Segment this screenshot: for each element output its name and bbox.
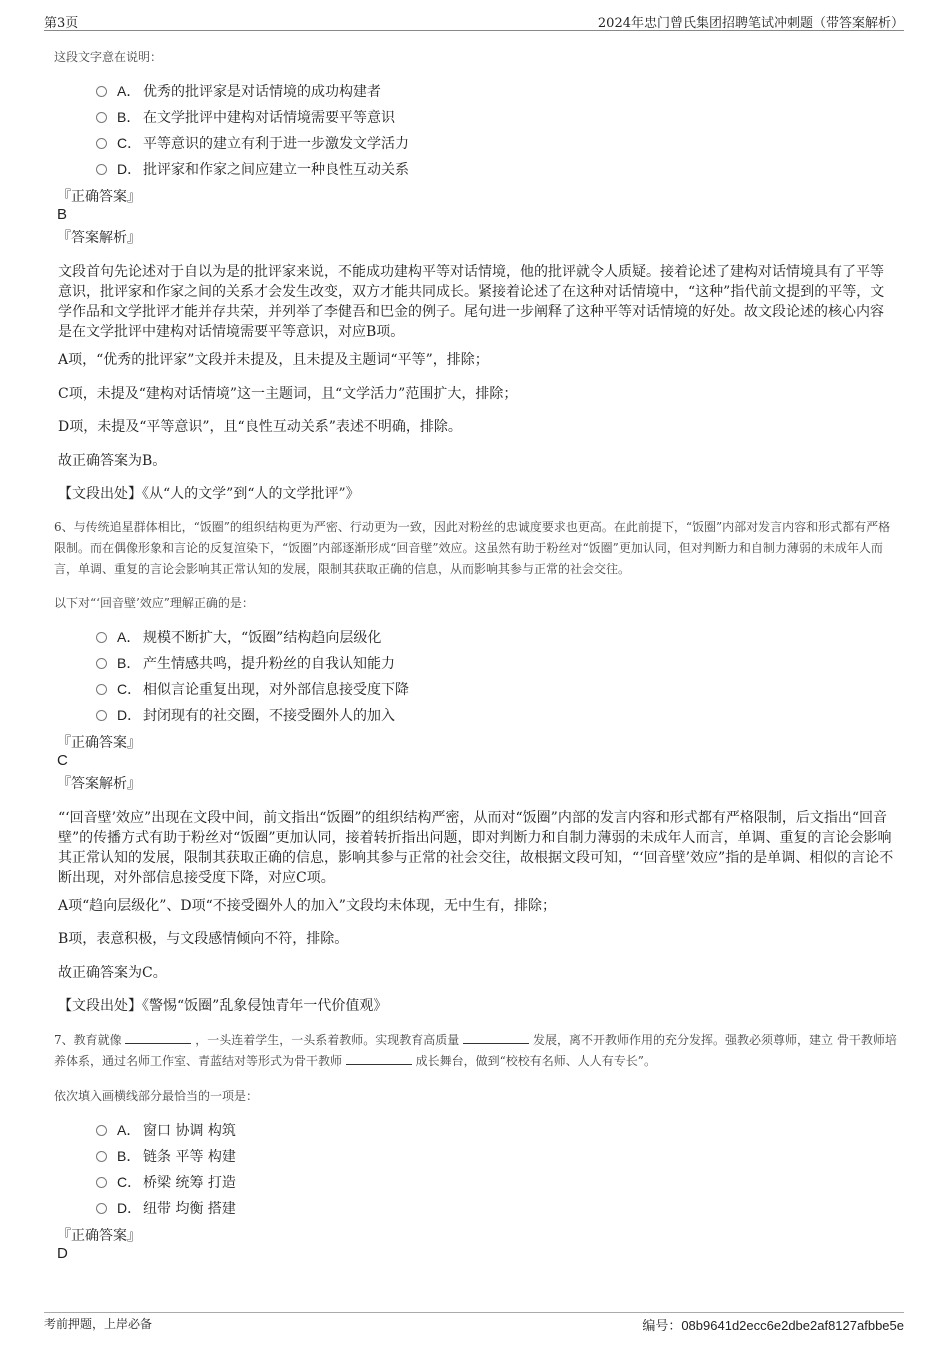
q5-option-b[interactable]: B． 在文学批评中建构对话情境需要平等意识 bbox=[96, 106, 395, 128]
q5-option-c[interactable]: C． 平等意识的建立有利于进一步激发文学活力 bbox=[96, 132, 409, 154]
q7-option-a[interactable]: A． 窗口 协调 构筑 bbox=[96, 1119, 236, 1141]
q7-answer-label: 『正确答案』 bbox=[57, 1228, 141, 1244]
page-number: 第3页 bbox=[44, 16, 79, 31]
fill-blank-1 bbox=[125, 1031, 191, 1044]
radio-icon[interactable] bbox=[96, 658, 107, 669]
q5-option-d[interactable]: D． 批评家和作家之间应建立一种良性互动关系 bbox=[96, 158, 409, 180]
q7-option-b[interactable]: B． 链条 平等 构建 bbox=[96, 1145, 236, 1167]
q6-note-ad: A项“趋向层级化”、D项“不接受圈外人的加入”文段均未体现，无中生有，排除； bbox=[58, 898, 556, 914]
q6-stem: 6、与传统追星群体相比，“饭圈”的组织结构更为严密、行动更为一致，因此对粉丝的忠诚度要求也更高。在此前提下，“饭圈”内部对发言内容和形式都有严格限制。而在偶像形象和言论的反复渲染下，“饭圈”内部逐渐形成“回音壁”效应。这虽然有助于粉丝对“饭圈”更加认同，但对判断力和自制力薄弱的未成年人而言，单调、重复的言论会影响其正常认知的发展，限制其获取正确的信息，从而影响其参与正常的社会交往。 bbox=[54, 520, 891, 576]
q7-question: 依次填入画横线部分最恰当的一项是： bbox=[54, 1089, 259, 1103]
q5-source: 【文段出处】《从“人的文学”到“人的文学批评”》 bbox=[58, 486, 360, 502]
radio-icon[interactable] bbox=[96, 1151, 107, 1162]
q7-option-d[interactable]: D． 纽带 均衡 搭建 bbox=[96, 1197, 236, 1219]
q6-option-b[interactable]: B． 产生情感共鸣，提升粉丝的自我认知能力 bbox=[96, 652, 395, 674]
q6-answer: C bbox=[57, 752, 68, 769]
q5-stem-tail: 这段文字意在说明： bbox=[54, 50, 163, 64]
q6-answer-label: 『正确答案』 bbox=[57, 735, 141, 751]
q7-answer: D bbox=[57, 1245, 68, 1262]
radio-icon[interactable] bbox=[96, 164, 107, 175]
radio-icon[interactable] bbox=[96, 684, 107, 695]
q5-analysis-label: 『答案解析』 bbox=[57, 230, 141, 246]
q7-option-c[interactable]: C． 桥梁 统筹 打造 bbox=[96, 1171, 236, 1193]
radio-icon[interactable] bbox=[96, 632, 107, 643]
radio-icon[interactable] bbox=[96, 1203, 107, 1214]
radio-icon[interactable] bbox=[96, 710, 107, 721]
radio-icon[interactable] bbox=[96, 1177, 107, 1188]
q6-option-d[interactable]: D． 封闭现有的社交圈，不接受圈外人的加入 bbox=[96, 704, 395, 726]
q6-option-c[interactable]: C． 相似言论重复出现，对外部信息接受度下降 bbox=[96, 678, 409, 700]
page-header bbox=[44, 10, 904, 31]
q5-note-a: A项，“优秀的批评家”文段并未提及，且未提及主题词“平等”，排除； bbox=[58, 352, 489, 368]
q5-conclusion: 故正确答案为B。 bbox=[58, 453, 167, 469]
q5-answer: B bbox=[57, 206, 68, 223]
q5-note-d: D项，未提及“平等意识”，且“良性互动关系”表述不明确，排除。 bbox=[58, 419, 462, 435]
q5-option-a[interactable]: A． 优秀的批评家是对话情境的成功构建者 bbox=[96, 80, 381, 102]
q6-analysis-label: 『答案解析』 bbox=[57, 776, 141, 792]
fill-blank-3 bbox=[346, 1052, 412, 1065]
q5-analysis: 文段首句先论述对于自以为是的批评家来说，不能成功建构平等对话情境，他的批评就令人质疑。接着论述了建构对话情境具有了平等意识，批评家和作家之间的关系才会发生改变，双方才能共同成长。紧接着论述了在这种对话情境中，“这种”指代前文提到的平等，文学作品和文学批评才能并存共荣，并列举了李健吾和巴金的例子。尾句进一步阐释了这种平等对话情境的好处。故文段论述的核心内容是在文学批评中建构对话情境需要平等意识，对应B项。 bbox=[58, 264, 885, 340]
q6-analysis: “‘回音壁’效应”出现在文段中间，前文指出“饭圈”的组织结构严密，从而对“饭圈”内部的发言内容和形式都有严格限制，后文指出“回音壁”的传播方式有助于粉丝对“饭圈”更加认同，接着转折指出问题，即对判断力和自制力薄弱的未成年人而言，单调、重复的言论会影响其正常认知的发展，限制其获取正确的信息，影响其参与正常的社会交往，故根据文段可知，“‘回音壁’效应”指的是单调、相似的言论不断出现，对外部信息接受度下降，对应C项。 bbox=[58, 810, 894, 886]
page-footer bbox=[44, 1312, 904, 1333]
document-title: 2024年忠门曾氏集团招聘笔试冲刺题（带答案解析） bbox=[597, 16, 904, 31]
footer-slogan: 考前押题，上岸必备 bbox=[44, 1317, 153, 1331]
q6-conclusion: 故正确答案为C。 bbox=[58, 965, 167, 981]
q5-note-c: C项，未提及“建构对话情境”这一主题词，且“文学活力”范围扩大，排除； bbox=[58, 386, 518, 402]
radio-icon[interactable] bbox=[96, 86, 107, 97]
q6-source: 【文段出处】《警惕“饭圈”乱象侵蚀青年一代价值观》 bbox=[58, 998, 388, 1014]
q5-answer-label: 『正确答案』 bbox=[57, 189, 141, 205]
q6-note-b: B项，表意积极，与文段感情倾向不符，排除。 bbox=[58, 931, 349, 947]
q6-option-a[interactable]: A． 规模不断扩大，“饭圈”结构趋向层级化 bbox=[96, 626, 381, 648]
q7-stem: 7、教育就像 ，一头连着学生，一头系着教师。实现教育高质量 发展，离不开教师作用的充分发挥。强教必须尊师，建立 骨干教师培养体系，通过名师工作室、青蓝结对等形式为骨干教师 成长舞台，做到“校校有名师、人人有专长”。 bbox=[54, 1033, 897, 1068]
radio-icon[interactable] bbox=[96, 112, 107, 123]
radio-icon[interactable] bbox=[96, 1125, 107, 1136]
fill-blank-2 bbox=[463, 1031, 529, 1044]
radio-icon[interactable] bbox=[96, 138, 107, 149]
document-code: 编号：08b9641d2ecc6e2dbe2af8127afbbe5e bbox=[642, 1318, 904, 1333]
q6-question: 以下对“‘回音壁’效应”理解正确的是： bbox=[54, 596, 254, 610]
